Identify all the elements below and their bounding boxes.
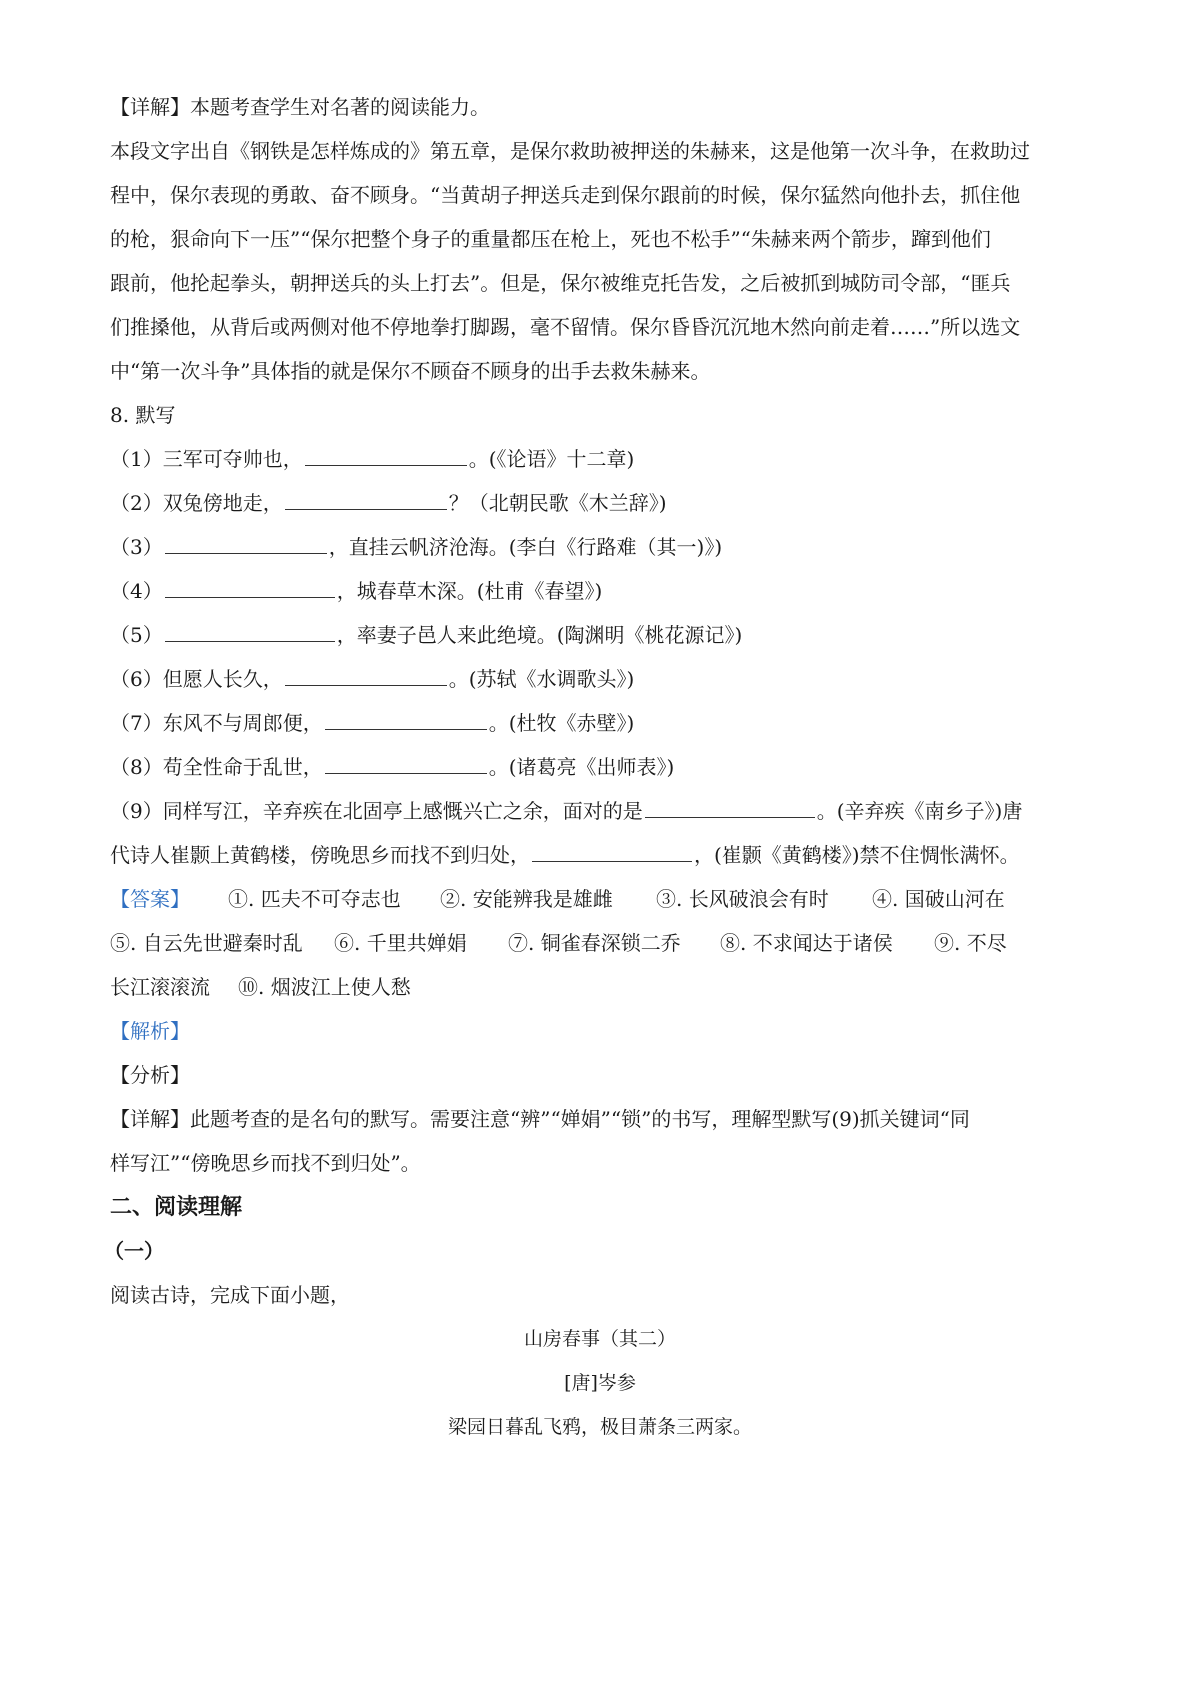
answer-4: ④. 国破山河在 (872, 887, 1005, 911)
answer-9-cont: 长江滚滚流 (110, 975, 210, 999)
answer-blank[interactable] (532, 843, 692, 862)
answer-blank[interactable] (325, 711, 487, 730)
section-intro: 阅读古诗，完成下面小题， (110, 1283, 350, 1307)
poem-title: 山房春事（其二） (523, 1328, 676, 1350)
q8-item-5: （5） ，率妻子邑人来此绝境。(陶渊明《桃花源记》) (110, 623, 743, 647)
q8-item-9-line-1: （9）同样写江，辛弃疾在北固亭上感慨兴亡之余，面对的是 。(辛弃疾《南乡子》)唐 (110, 799, 1023, 823)
answer-blank[interactable] (305, 447, 467, 466)
answer-blank[interactable] (285, 667, 447, 686)
q7-para-line-6: 中“第一次斗争”具体指的就是保尔不顾奋不顾身的出手去救朱赫来。 (110, 359, 711, 383)
answer-7: ⑦. 铜雀春深锁二乔 (508, 931, 681, 955)
q7-para-line-5: 们推搡他，从背后或两侧对他不停地拳打脚踢，毫不留情。保尔昏昏沉沉地木然向前走着……”所以选文 (110, 315, 1021, 339)
fenxi-label: 【分析】 (110, 1063, 190, 1087)
jiexi-label: 【解析】 (110, 1019, 190, 1043)
q8-item-7: （7）东风不与周郎便， 。(杜牧《赤壁》) (110, 711, 635, 735)
q8-item-4: （4） ，城春草木深。(杜甫《春望》) (110, 579, 603, 603)
poem-author: [唐]岑参 (564, 1372, 636, 1394)
answer-blank[interactable] (285, 491, 447, 510)
q8-title: 8. 默写 (110, 403, 176, 427)
answer-9: ⑨. 不尽 (934, 931, 1007, 955)
answer-3: ③. 长风破浪会有时 (656, 887, 829, 911)
q7-detail: 【详解】本题考查学生对名著的阅读能力。 (110, 95, 490, 119)
q7-para-line-1: 本段文字出自《钢铁是怎样炼成的》第五章，是保尔救助被押送的朱赫来，这是他第一次斗争，在救助过 (110, 139, 1030, 163)
q8-detail-line-2: 样写江”“傍晚思乡而找不到归处”。 (110, 1151, 421, 1175)
q8-item-8: （8）苟全性命于乱世， 。(诸葛亮《出师表》) (110, 755, 675, 779)
answer-blank[interactable] (325, 755, 487, 774)
answer-6: ⑥. 千里共婵娟 (334, 931, 467, 955)
answer-blank[interactable] (165, 535, 327, 554)
answer-8: ⑧. 不求闻达于诸侯 (720, 931, 893, 955)
answer-label: 【答案】 (110, 887, 190, 911)
q8-detail-line-1: 【详解】此题考查的是名句的默写。需要注意“辨”“婵娟”“锁”的书写，理解型默写(9)抓关键词“同 (110, 1107, 970, 1131)
q7-para-line-3: 的枪，狠命向下一压”“保尔把整个身子的重量都压在枪上，死也不松手”“朱赫来两个箭步，蹿到他们 (110, 227, 991, 251)
poem-line-1: 梁园日暮乱飞鸦，极目萧条三两家。 (447, 1416, 752, 1438)
answer-10: ⑩. 烟波江上使人愁 (238, 975, 411, 999)
q8-item-1: （1）三军可夺帅也， 。(《论语》十二章) (110, 447, 635, 471)
q8-item-3: （3） ，直挂云帆济沧海。(李白《行路难（其一)》) (110, 535, 723, 559)
answer-blank[interactable] (645, 799, 815, 818)
q8-item-6: （6）但愿人长久， 。(苏轼《水调歌头》) (110, 667, 635, 691)
answer-5: ⑤. 自云先世避秦时乱 (110, 931, 303, 955)
answer-blank[interactable] (165, 623, 335, 642)
answer-1: ①. 匹夫不可夺志也 (228, 887, 401, 911)
q8-item-9-line-2: 代诗人崔颢上黄鹤楼，傍晚思乡而找不到归处， ，(崔颢《黄鹤楼》)禁不住惆怅满怀。 (110, 843, 1020, 867)
q7-para-line-2: 程中，保尔表现的勇敢、奋不顾身。“当黄胡子押送兵走到保尔跟前的时候，保尔猛然向他扑去，抓住他 (110, 183, 1021, 207)
q7-para-line-4: 跟前，他抡起拳头，朝押送兵的头上打去”。但是，保尔被维克托告发，之后被抓到城防司令部，“匪兵 (110, 271, 1011, 295)
q8-item-2: （2）双兔傍地走， ？（北朝民歌《木兰辞》) (110, 491, 667, 515)
answer-2: ②. 安能辨我是雄雌 (440, 887, 613, 911)
subsection-title: （一） (104, 1239, 164, 1263)
section-2-title: 二、阅读理解 (110, 1194, 243, 1220)
answer-blank[interactable] (165, 579, 335, 598)
